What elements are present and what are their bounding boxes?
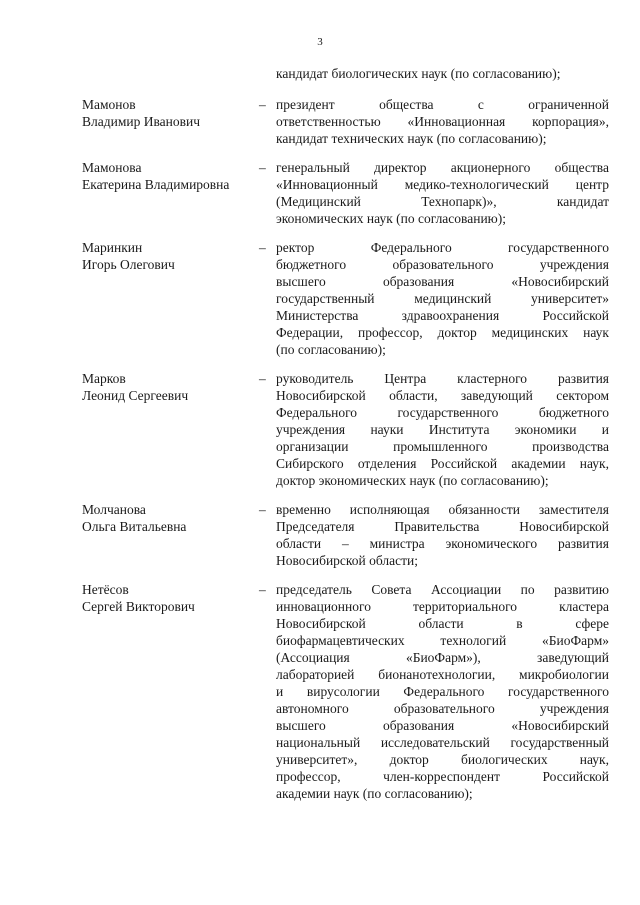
description-line: биофармацевтических технологий «БиоФарм» bbox=[276, 633, 609, 648]
member-description bbox=[276, 159, 609, 227]
dash-separator: – bbox=[259, 371, 266, 386]
member-name bbox=[82, 501, 252, 535]
member-description bbox=[276, 96, 609, 147]
description-line: временно исполняющая обязанности заместителя bbox=[276, 502, 609, 517]
description-line: бюджетного образовательного учреждения bbox=[276, 257, 609, 272]
member-name bbox=[82, 239, 252, 273]
member-description bbox=[276, 501, 609, 569]
dash-separator: – bbox=[259, 160, 266, 175]
description-line: инновационного территориального кластера bbox=[276, 599, 609, 614]
description-line: высшего образования «Новосибирский bbox=[276, 718, 609, 733]
member-given-name: Сергей Викторович bbox=[82, 599, 195, 614]
description-line: лабораторией бионанотехнологии, микробиологии bbox=[276, 667, 609, 682]
member-given-name: Владимир Иванович bbox=[82, 114, 201, 129]
description-line: президент общества с ограниченной bbox=[276, 97, 609, 112]
member-name bbox=[82, 159, 252, 193]
dash-separator: – bbox=[259, 240, 266, 255]
description-line: высшего образования «Новосибирский bbox=[276, 274, 609, 289]
description-line: Федерального государственного бюджетного bbox=[276, 405, 609, 420]
description-line: национальный исследовательский государственный bbox=[276, 735, 609, 750]
description-line: (по согласованию); bbox=[276, 342, 386, 357]
description-line: (Ассоциация «БиоФарм»), заведующий bbox=[276, 650, 609, 665]
description-line: кандидат технических наук (по согласованию); bbox=[276, 131, 547, 146]
member-surname: Маринкин bbox=[82, 240, 143, 255]
description-line: Новосибирской области; bbox=[276, 553, 419, 568]
continuation-line: кандидат биологических наук (по согласованию); bbox=[276, 66, 561, 81]
description-line: Сибирского отделения Российской академии наук, bbox=[276, 456, 609, 471]
description-line: доктор экономических наук (по согласованию); bbox=[276, 473, 549, 488]
description-line: экономических наук (по согласованию); bbox=[276, 211, 507, 226]
description-line: области – министра экономического развития bbox=[276, 536, 609, 551]
description-line: Федерации, профессор, доктор медицинских наук bbox=[276, 325, 609, 340]
member-surname: Молчанова bbox=[82, 502, 146, 517]
member-description bbox=[276, 581, 609, 802]
description-line: и вирусологии Федерального государственного bbox=[276, 684, 609, 699]
description-line: Председателя Правительства Новосибирской bbox=[276, 519, 609, 534]
member-given-name: Леонид Сергеевич bbox=[82, 388, 189, 403]
member-description bbox=[276, 239, 609, 358]
member-surname: Марков bbox=[82, 371, 126, 386]
member-surname: Мамонова bbox=[82, 160, 142, 175]
description-line: руководитель Центра кластерного развития bbox=[276, 371, 609, 386]
member-given-name: Ольга Витальевна bbox=[82, 519, 187, 534]
description-line: государственный медицинский университет» bbox=[276, 291, 609, 306]
page-number: 3 bbox=[317, 36, 323, 48]
description-line: «Инновационный медико-технологический центр bbox=[276, 177, 609, 192]
dash-separator: – bbox=[259, 502, 266, 517]
member-surname: Мамонов bbox=[82, 97, 136, 112]
description-line: учреждения науки Института экономики и bbox=[276, 422, 609, 437]
member-name bbox=[82, 370, 252, 404]
description-line: генеральный директор акционерного общества bbox=[276, 160, 609, 175]
member-description bbox=[276, 370, 609, 489]
description-line: ответственностью «Инновационная корпорация», bbox=[276, 114, 609, 129]
description-line: ректор Федерального государственного bbox=[276, 240, 609, 255]
description-line: Новосибирской области в сфере bbox=[276, 616, 609, 631]
description-line: профессор, член-корреспондент Российской bbox=[276, 769, 609, 784]
member-given-name: Игорь Олегович bbox=[82, 257, 175, 272]
member-name bbox=[82, 581, 252, 615]
description-line: Министерства здравоохранения Российской bbox=[276, 308, 609, 323]
dash-separator: – bbox=[259, 582, 266, 597]
description-line: председатель Совета Ассоциации по развитию bbox=[276, 582, 609, 597]
description-line: университет», доктор биологических наук, bbox=[276, 752, 609, 767]
member-name bbox=[82, 96, 252, 130]
member-given-name: Екатерина Владимировна bbox=[82, 177, 230, 192]
member-surname: Нетёсов bbox=[82, 582, 129, 597]
description-line: (Медицинский Технопарк)», кандидат bbox=[276, 194, 609, 209]
description-line: академии наук (по согласованию); bbox=[276, 786, 473, 801]
description-line: автономного образовательного учреждения bbox=[276, 701, 609, 716]
description-line: организации промышленного производства bbox=[276, 439, 609, 454]
dash-separator: – bbox=[259, 97, 266, 112]
description-line: Новосибирской области, заведующий сектором bbox=[276, 388, 609, 403]
